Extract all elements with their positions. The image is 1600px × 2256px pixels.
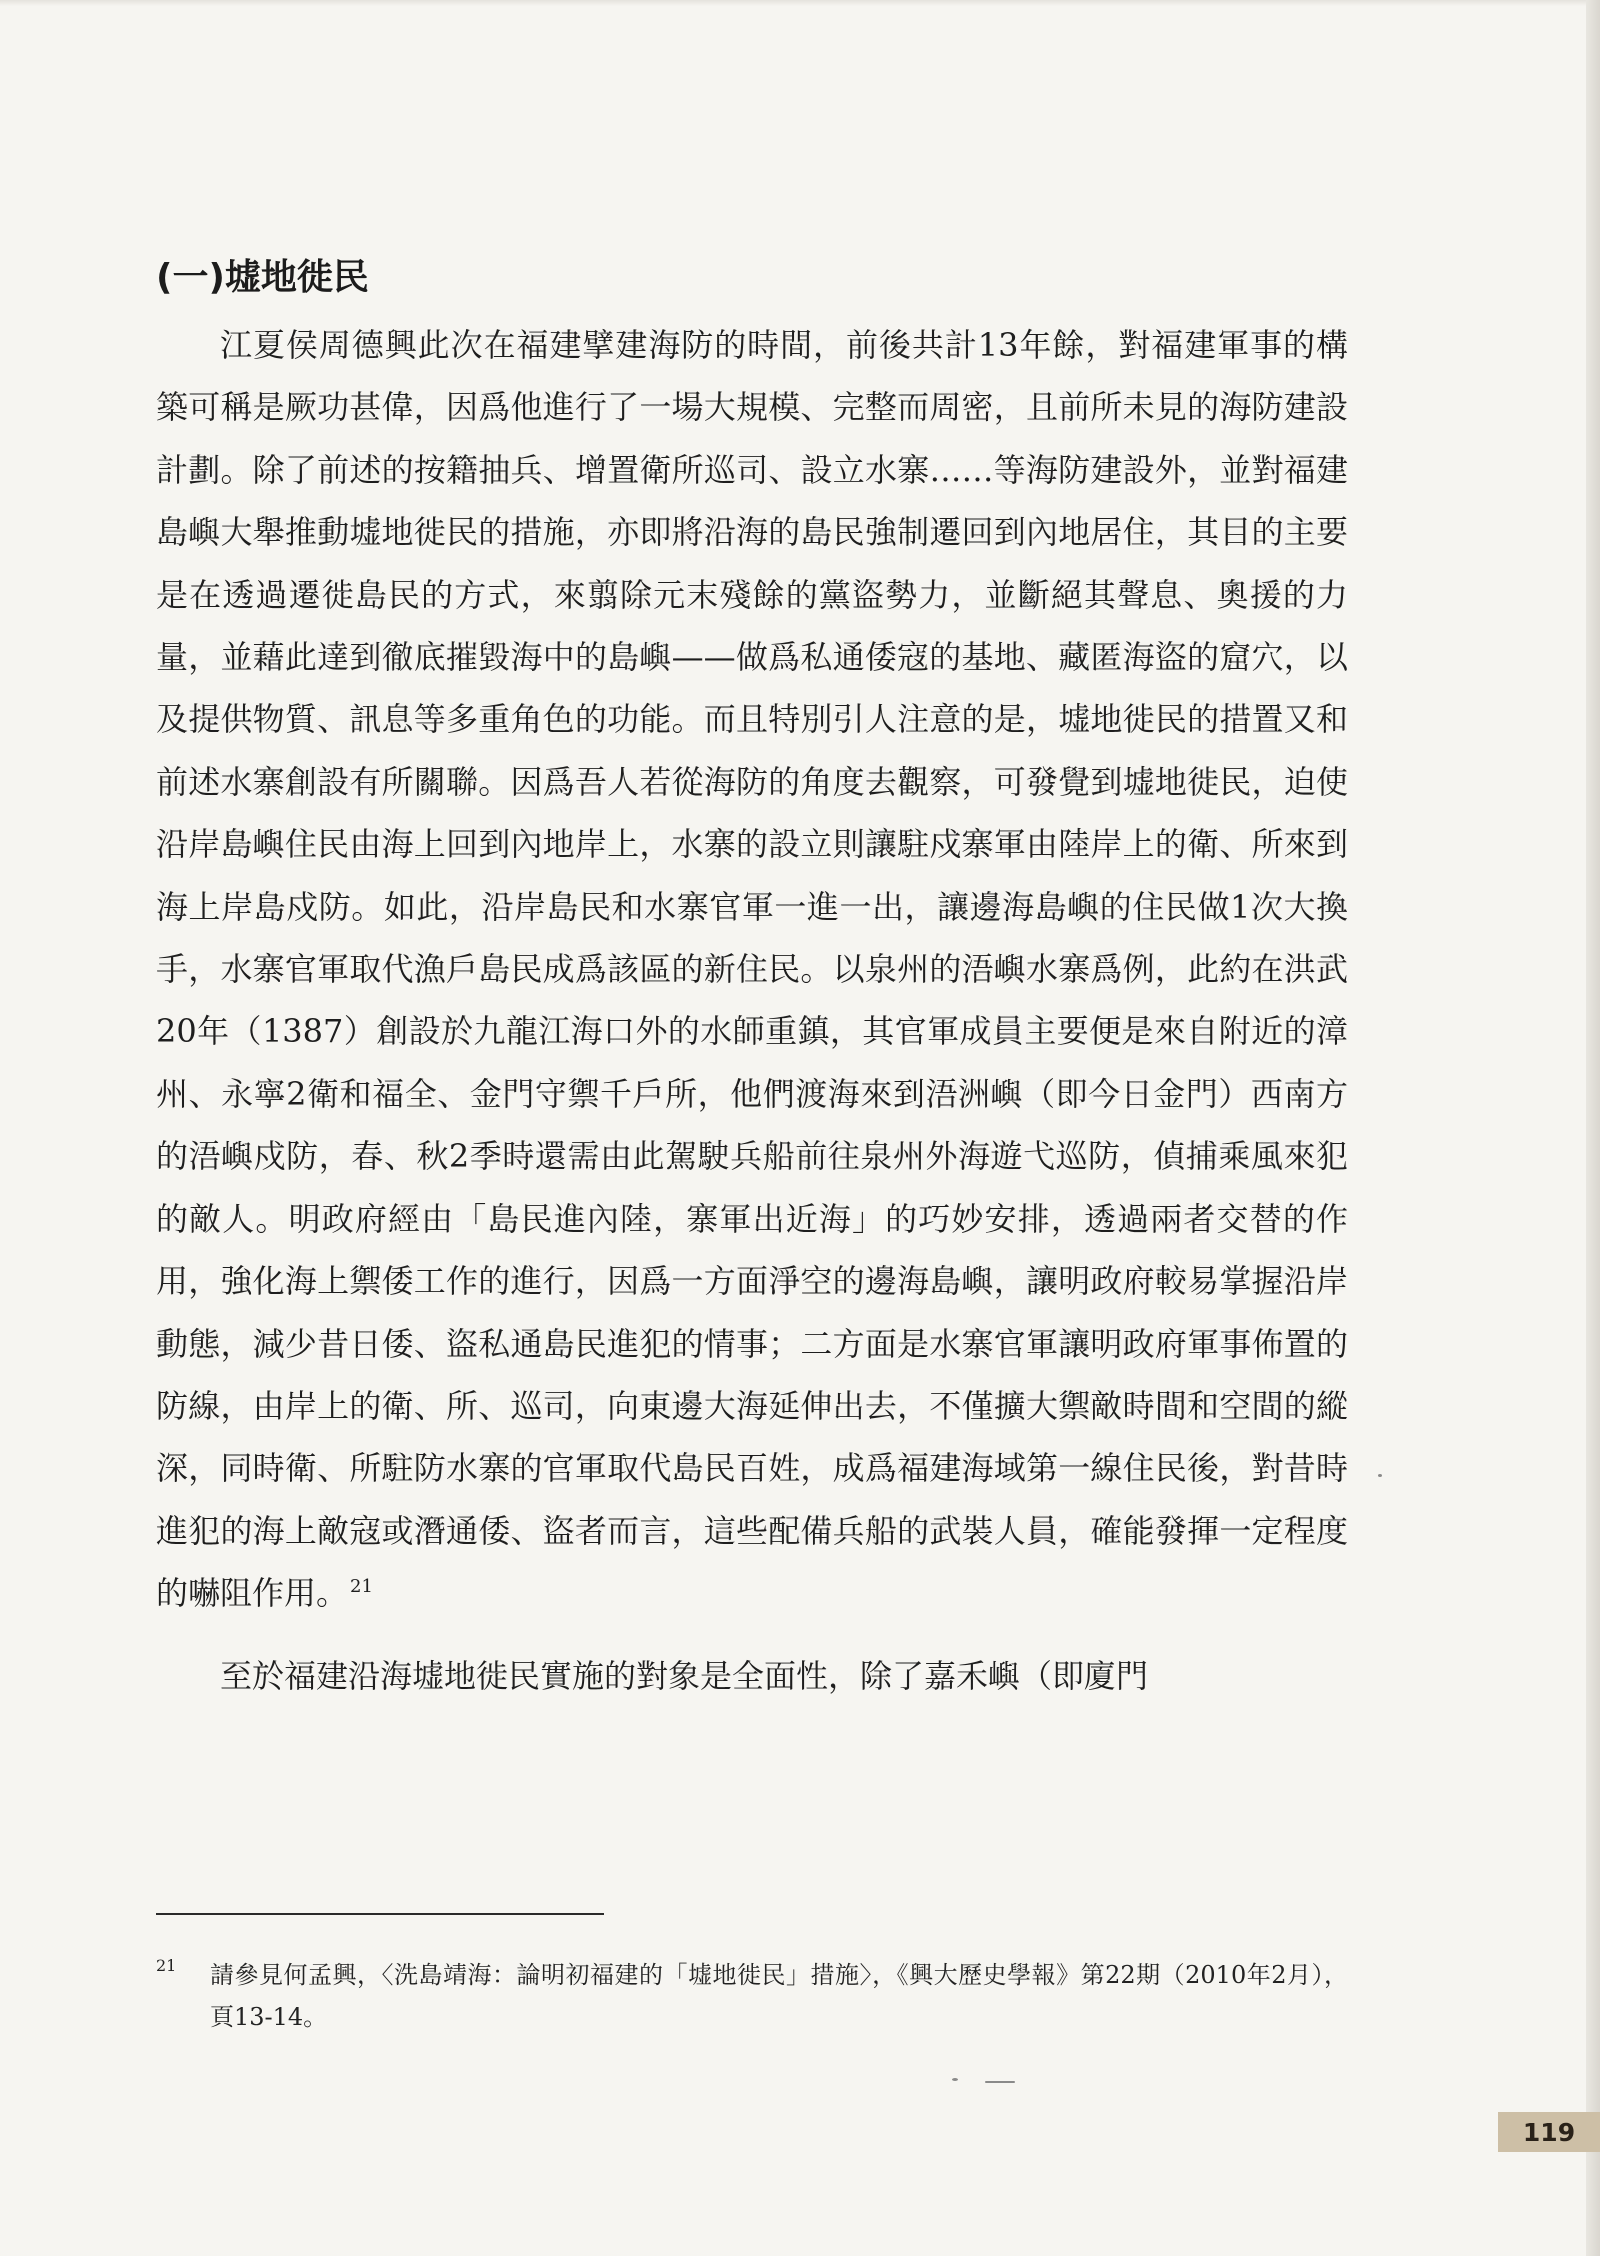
footnote-divider xyxy=(156,1913,604,1915)
body-text xyxy=(156,314,1348,1707)
paragraph-1-text: 江夏侯周德興此次在福建擘建海防的時間，前後共計13年餘，對福建軍事的構築可稱是厥功甚偉，因爲他進行了一場大規模、完整而周密，且前所未見的海防建設計劃。除了前述的按籍抽兵、增置衛所巡司、設立水寨……等海防建設外，並對福建島嶼大舉推動墟地徙民的措施，亦即將沿海的島民強制遷回到內地居住，其目的主要是在透過遷徙島民的方式，來翦除元末殘餘的黨盜勢力，並斷絕其聲息、奧援的力量，並藉此達到徹底摧毀海中的島嶼——做爲私通倭寇的基地、藏匿海盜的窟穴，以及提供物質、訊息等多重角色的功能。而且特別引人注意的是，墟地徙民的措置又和前述水寨創設有所關聯。因爲吾人若從海防的角度去觀察，可發覺到墟地徙民，迫使沿岸島嶼住民由海上回到內地岸上，水寨的設立則讓駐戍寨軍由陸岸上的衛、所來到海上岸島戍防。如此，沿岸島民和水寨官軍一進一出，讓邊海島嶼的住民做1次大換手，水寨官軍取代漁戶島民成爲該區的新住民。以泉州的浯嶼水寨爲例，此約在洪武20年（1387）創設於九龍江海口外的水師重鎮，其官軍成員主要便是來自附近的漳州、永寧2衛和福全、金門守禦千戶所，他們渡海來到浯洲嶼（即今日金門）西南方的浯嶼戍防，春、秋2季時還需由此駕駛兵船前往泉州外海遊弋巡防，偵捕乘風來犯的敵人。明政府經由「島民進內陸，寨軍出近海」的巧妙安排，透過兩者交替的作用，強化海上禦倭工作的進行，因爲一方面淨空的邊海島嶼，讓明政府較易掌握沿岸動態，減少昔日倭、盜私通島民進犯的情事；二方面是水寨官軍讓明政府軍事佈置的防線，由岸上的衛、所、巡司，向東邊大海延伸出去，不僅擴大禦敵時間和空間的縱深，同時衛、所駐防水寨的官軍取代島民百姓，成爲福建海域第一線住民後，對昔時進犯的海上敵寇或潛通倭、盜者而言，這些配備兵船的武裝人員，確能發揮一定程度的嚇阻作用。 xyxy=(156,326,1348,1613)
page-number: 119 xyxy=(1522,2117,1576,2147)
footnote xyxy=(156,1954,1348,2038)
scan-edge-right xyxy=(1586,0,1600,2256)
footnote-reference[interactable]: 21 xyxy=(350,1576,373,1598)
page-number-tab xyxy=(1498,2112,1600,2152)
section-heading: (一)墟地徙民 xyxy=(156,257,369,298)
footnote-number: 21 xyxy=(156,1956,177,1975)
scan-speck xyxy=(1378,1474,1382,1477)
footnote-text: 請參見何孟興，〈洗島靖海：論明初福建的「墟地徙民」措施〉，《興大歷史學報》第22期（2010年2月），頁13-14。 xyxy=(210,1961,1348,2031)
paragraph-2 xyxy=(156,1645,1348,1707)
paragraph-2-text: 至於福建沿海墟地徙民實施的對象是全面性，除了嘉禾嶼（即廈門 xyxy=(220,1656,1149,1695)
scan-speck xyxy=(952,2078,958,2081)
scan-speck xyxy=(985,2081,1015,2083)
scan-edge-top xyxy=(0,0,1600,6)
paragraph-1 xyxy=(156,314,1348,1625)
